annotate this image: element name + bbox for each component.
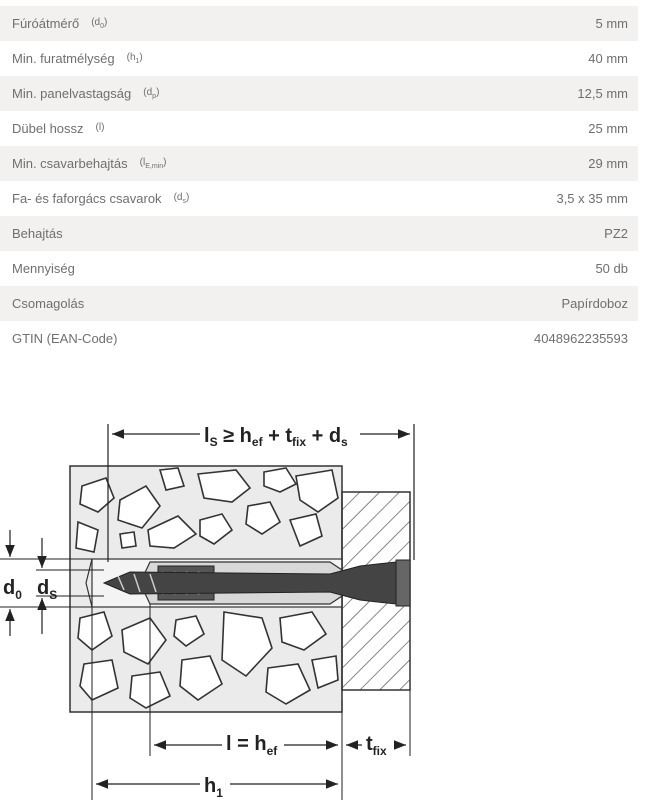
- d0-label: $d_0$: [3, 577, 22, 602]
- l-hef-label: $l = h_{ef}$: [226, 733, 278, 758]
- spec-row-anchor-length: [0, 111, 638, 146]
- spec-value: 50 db: [595, 261, 628, 276]
- spec-value: 29 mm: [588, 156, 628, 171]
- spec-label: Dübel hossz: [12, 121, 84, 136]
- spec-label: Behajtás: [12, 226, 63, 241]
- spec-value: 3,5 x 35 mm: [556, 191, 628, 206]
- spec-symbol: (l): [95, 122, 105, 133]
- spec-label: Mennyiség: [12, 261, 75, 276]
- spec-row-quantity: [0, 251, 638, 286]
- tfix-dimension: [346, 730, 406, 758]
- spec-row-min-screw-penetration: [0, 146, 638, 181]
- spec-row-drive: [0, 216, 638, 251]
- spec-value: 25 mm: [588, 121, 628, 136]
- spec-value: 5 mm: [595, 16, 628, 31]
- ds-label: $d_S$: [37, 577, 58, 602]
- spec-symbol: $(d_p)$: [143, 87, 160, 100]
- spec-value: Papírdoboz: [561, 296, 628, 311]
- spec-value: 40 mm: [588, 51, 628, 66]
- spec-symbol: $(d_s)$: [173, 192, 190, 205]
- spec-symbol: $(h_1)$: [126, 52, 143, 65]
- spec-label: Min. csavarbehajtás: [12, 156, 128, 171]
- spec-label: Fúróátmérő: [12, 16, 80, 31]
- spec-table: [0, 6, 638, 356]
- spec-label: Min. furatmélység: [12, 51, 115, 66]
- spec-row-min-drill-depth: [0, 41, 638, 76]
- spec-row-gtin: [0, 321, 638, 356]
- spec-label: Csomagolás: [12, 296, 85, 311]
- spec-symbol: $(d_0)$: [91, 17, 108, 30]
- installation-diagram: [0, 412, 645, 800]
- spec-symbol: $(l_{E,min})$: [139, 157, 167, 170]
- spec-label: Min. panelvastagság: [12, 86, 132, 101]
- spec-row-drill-diameter: [0, 6, 638, 41]
- spec-label: Fa- és faforgács csavarok: [12, 191, 162, 206]
- spec-value: PZ2: [604, 226, 628, 241]
- spec-value: 4048962235593: [534, 331, 628, 346]
- spec-value: 12,5 mm: [577, 86, 628, 101]
- ls-label: $l_S \ge h_{ef} + t_{fix} + d_s$: [204, 425, 348, 449]
- spec-row-packaging: [0, 286, 638, 321]
- spec-row-min-panel-thickness: [0, 76, 638, 111]
- tfix-label: $t_{fix}$: [366, 733, 387, 758]
- spec-label: GTIN (EAN-Code): [12, 331, 118, 346]
- h1-label: $h_1$: [204, 775, 223, 800]
- spec-row-screws: [0, 181, 638, 216]
